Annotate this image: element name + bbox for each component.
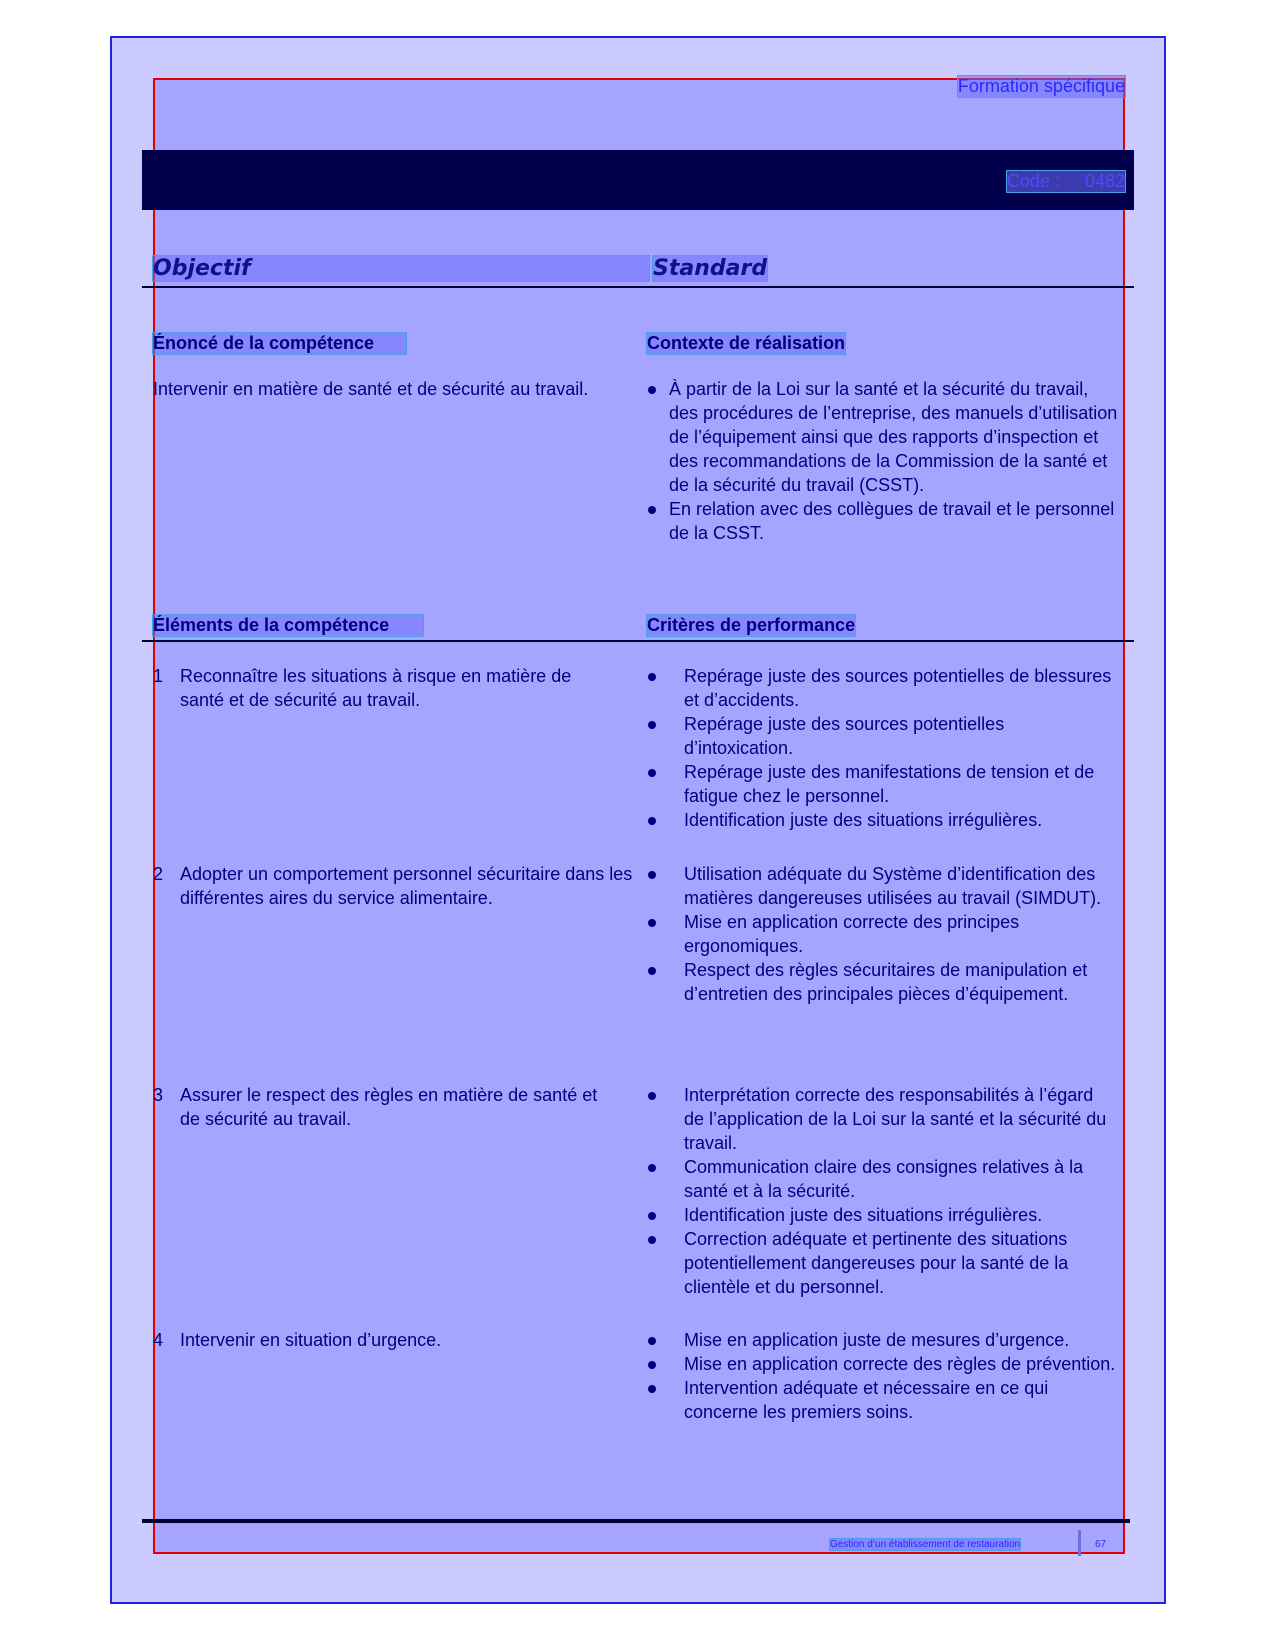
criteria-list <box>648 664 1118 832</box>
criteria-item: Mise en application juste de mesures d’urgence. <box>648 1328 1118 1352</box>
criteria-item: Identification juste des situations irrégulières. <box>648 808 1118 832</box>
contexte-title: Contexte de réalisation <box>647 333 846 353</box>
criteria-list <box>648 862 1118 1006</box>
column-heading-standard: Standard <box>653 256 768 281</box>
heading-rule <box>142 286 1134 288</box>
bullet-icon <box>648 721 656 729</box>
criteria-title: Critères de performance <box>647 615 856 635</box>
element-text: Intervenir en situation d’urgence. <box>180 1330 442 1350</box>
element-number: 2 <box>153 864 164 884</box>
contexte-list <box>648 377 1118 545</box>
element-number: 4 <box>153 1330 164 1350</box>
enonce-title: Énoncé de la compétence <box>153 333 406 354</box>
bullet-icon <box>648 769 656 777</box>
criteria-list <box>648 1328 1118 1424</box>
bullet-icon <box>648 817 656 825</box>
header-title: Formation spécifique <box>957 76 1125 96</box>
element-text: Assurer le respect des règles en matière de santé et de sécurité au travail. <box>180 1085 598 1129</box>
bullet-icon <box>648 1092 656 1100</box>
bullet-icon <box>648 919 656 927</box>
criteria-item: Intervention adéquate et nécessaire en ce qui concerne les premiers soins. <box>648 1376 1118 1424</box>
criteria-item: Interprétation correcte des responsabilités à l’égard de l’application de la Loi sur la santé et la sécurité du travail. <box>648 1083 1118 1155</box>
bullet-icon <box>648 506 656 514</box>
criteria-item: Repérage juste des sources potentielles de blessures et d’accidents. <box>648 664 1118 712</box>
criteria-item: Identification juste des situations irrégulières. <box>648 1203 1118 1227</box>
enonce-text: Intervenir en matière de santé et de sécurité au travail. <box>153 379 589 399</box>
bullet-icon <box>648 1337 656 1345</box>
criteria-item: Respect des règles sécuritaires de manipulation et d’entretien des principales pièces d’équipement. <box>648 958 1118 1006</box>
bullet-icon <box>648 871 656 879</box>
bullet-icon <box>648 1236 656 1244</box>
bullet-icon <box>648 1212 656 1220</box>
elements-title: Éléments de la compétence <box>153 615 423 636</box>
criteria-item: Repérage juste des manifestations de tension et de fatigue chez le personnel. <box>648 760 1118 808</box>
criteria-list <box>648 1083 1118 1299</box>
element-text: Adopter un comportement personnel sécuritaire dans les différentes aires du service alimentaire. <box>180 864 633 908</box>
page-number: 67 <box>1095 1539 1107 1550</box>
element-number: 1 <box>153 666 164 686</box>
contexte-item: À partir de la Loi sur la santé et la sécurité du travail, des procédures de l’entreprise, des manuels d’utilisation de l’équipement ainsi que des rapports d’inspection et des recommandations de la Commission de la santé et de la sécurité du travail (CSST). <box>648 377 1118 497</box>
element-text: Reconnaître les situations à risque en matière de santé et de sécurité au travail. <box>180 666 572 710</box>
contexte-item: En relation avec des collègues de travail et le personnel de la CSST. <box>648 497 1118 545</box>
elements-rule <box>142 640 1134 642</box>
code-bar <box>142 150 1134 210</box>
program-code: Code : 0482 <box>1006 171 1125 191</box>
bullet-icon <box>648 1164 656 1172</box>
criteria-item: Utilisation adéquate du Système d’identification des matières dangereuses utilisées au travail (SIMDUT). <box>648 862 1118 910</box>
criteria-item: Communication claire des consignes relatives à la santé et à la sécurité. <box>648 1155 1118 1203</box>
bullet-icon <box>648 386 656 394</box>
bullet-icon <box>648 967 656 975</box>
criteria-item: Mise en application correcte des principes ergonomiques. <box>648 910 1118 958</box>
criteria-item: Mise en application correcte des règles de prévention. <box>648 1352 1118 1376</box>
footer-divider <box>1078 1530 1081 1556</box>
element-number: 3 <box>153 1085 164 1105</box>
bullet-icon <box>648 1361 656 1369</box>
footer-text: Gestion d’un établissement de restauration <box>830 1539 1021 1550</box>
criteria-item: Repérage juste des sources potentielles d’intoxication. <box>648 712 1118 760</box>
footer-rule <box>142 1519 1130 1523</box>
bullet-icon <box>648 673 656 681</box>
bullet-icon <box>648 1385 656 1393</box>
criteria-item: Correction adéquate et pertinente des situations potentiellement dangereuses pour la santé de la clientèle et du personnel. <box>648 1227 1118 1299</box>
column-heading-objectif: Objectif <box>153 256 649 281</box>
